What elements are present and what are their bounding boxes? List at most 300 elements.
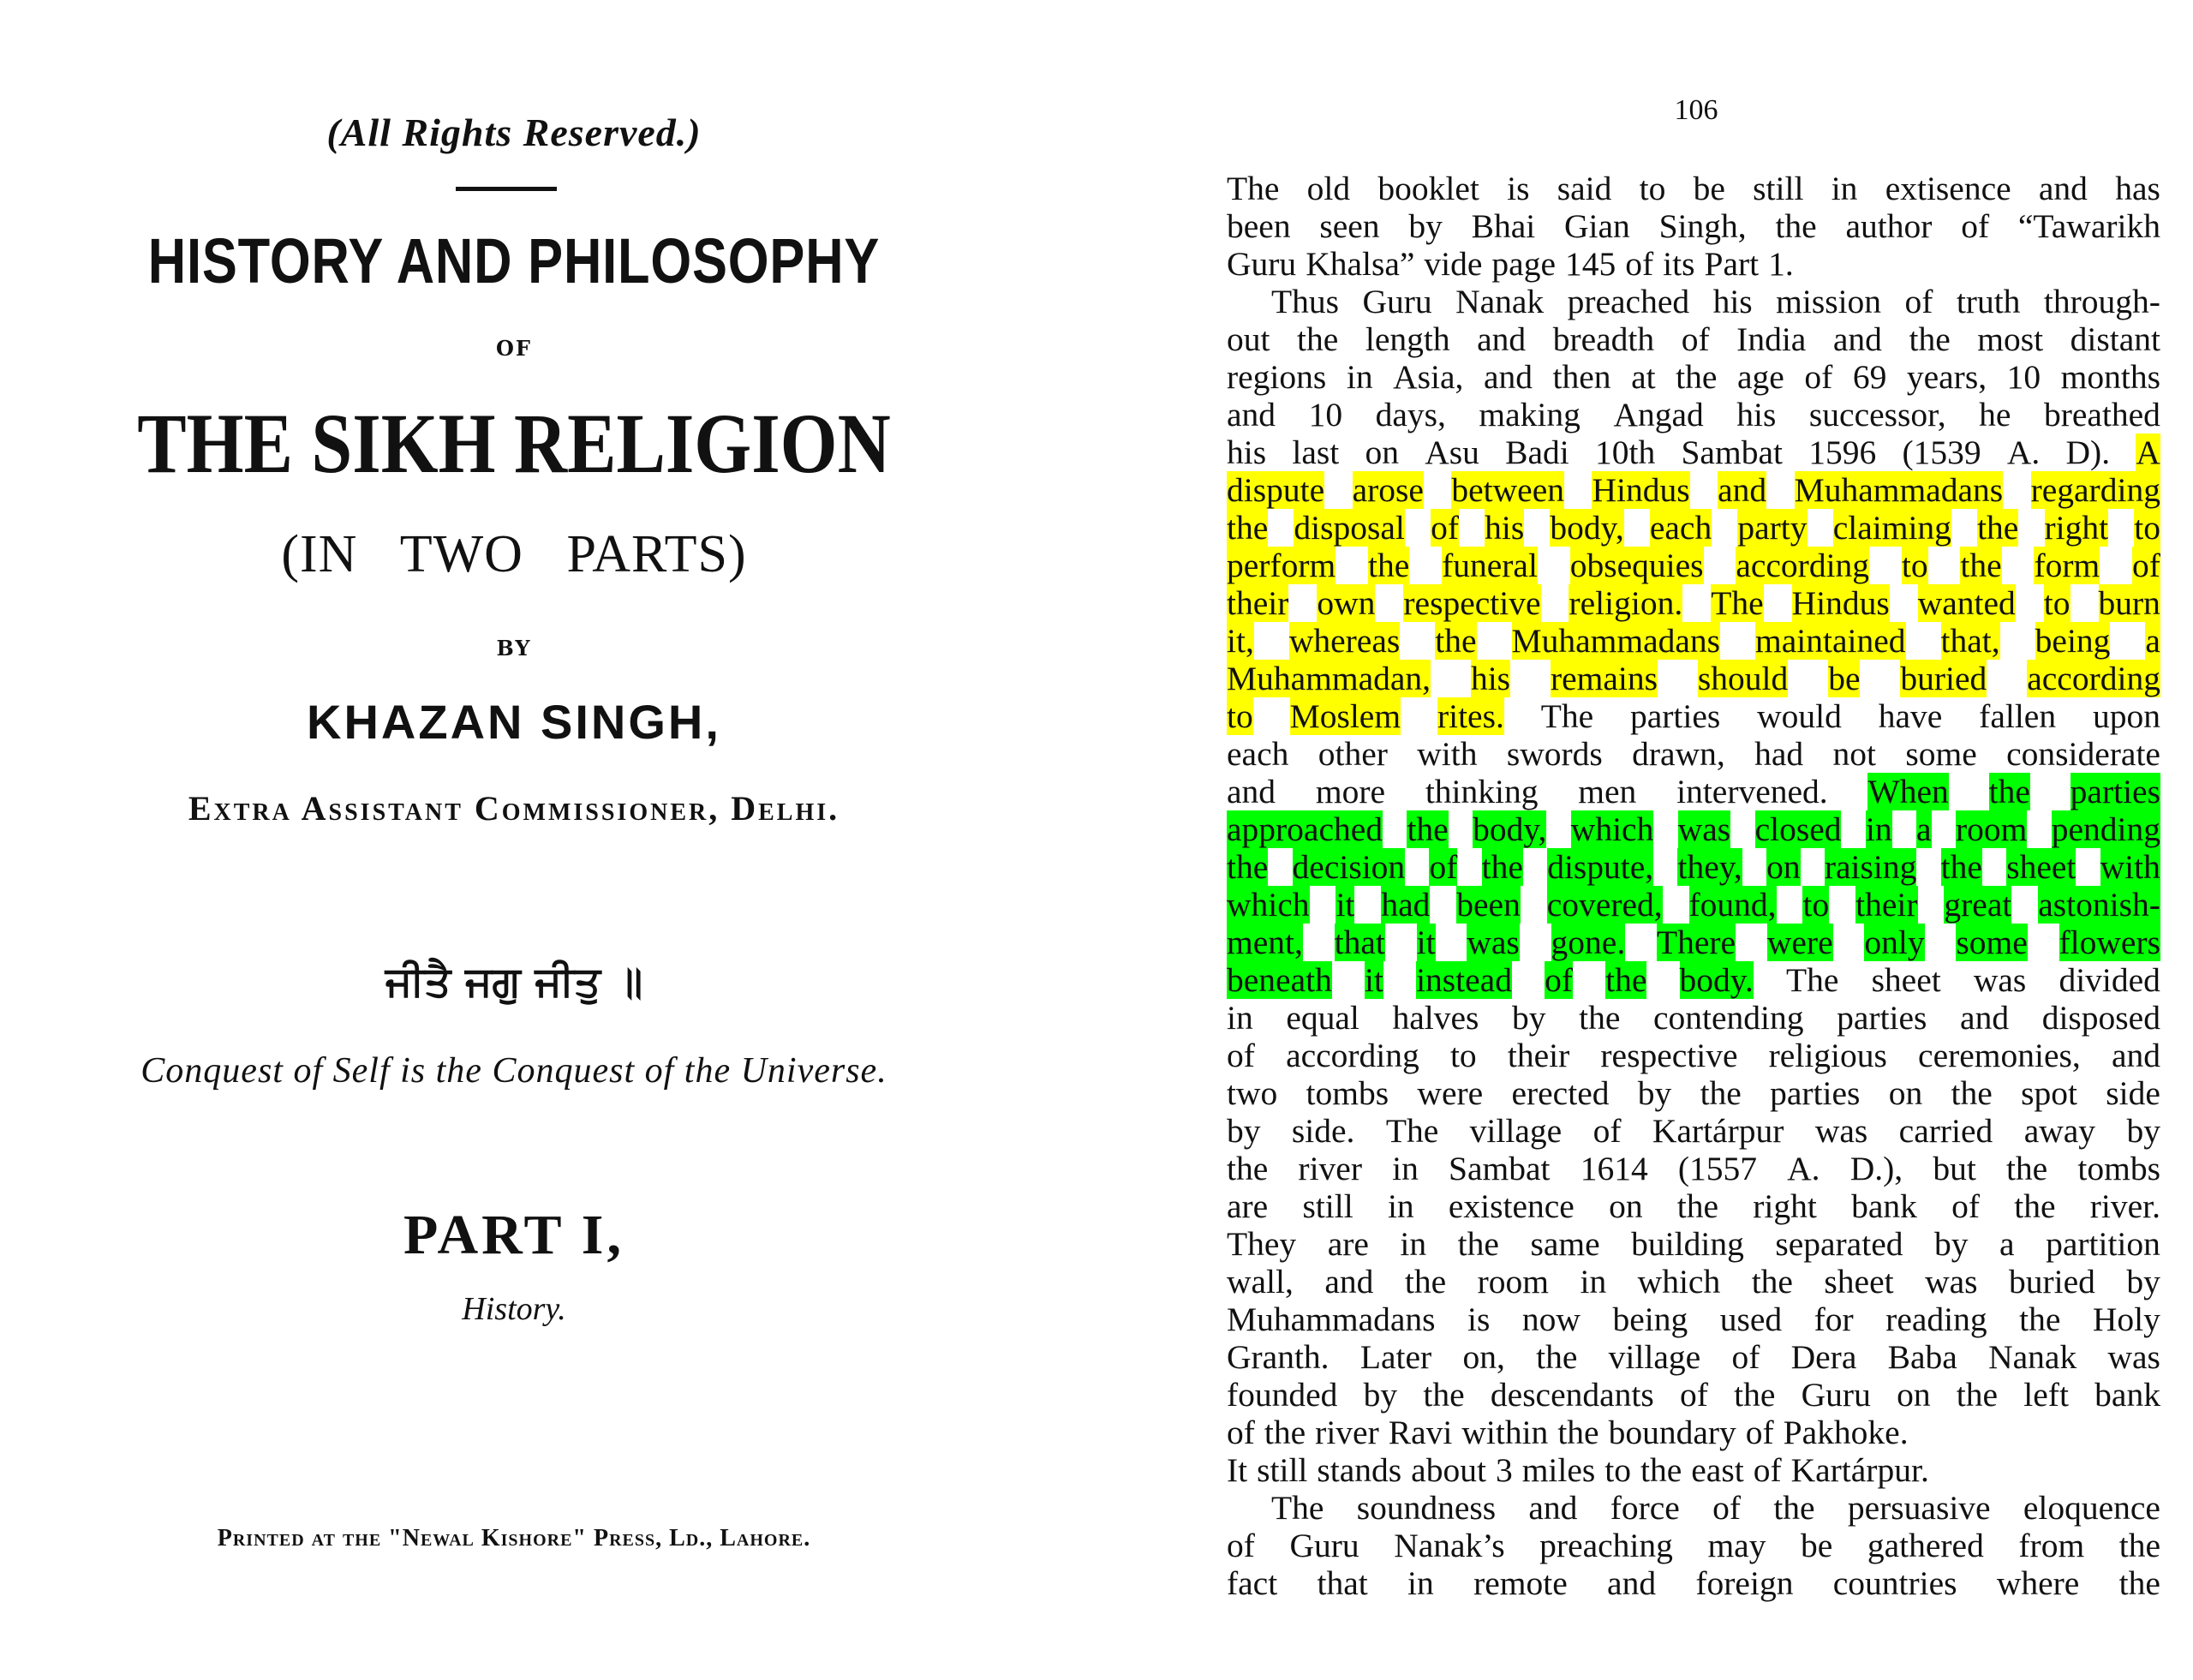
text-line — [1227, 509, 2160, 547]
highlighted-word: which — [1227, 886, 1310, 924]
word: through- — [2043, 283, 2160, 320]
highlighted-word: the — [1605, 961, 1647, 999]
word: most — [1977, 320, 2044, 358]
word: thinking — [1425, 773, 1539, 810]
rights-notice: (All Rights Reserved.) — [326, 111, 702, 154]
word: Guru — [1362, 283, 1432, 320]
word: Asia, — [1393, 358, 1464, 396]
highlighted-word: Hindus — [1592, 471, 1690, 509]
highlighted-word: remains — [1550, 660, 1658, 697]
by-label: BY — [496, 636, 532, 661]
highlighted-word: whereas — [1288, 622, 1401, 660]
word: Ravi — [1388, 1414, 1453, 1451]
word: were — [1417, 1074, 1484, 1112]
word: in — [1346, 358, 1373, 396]
highlighted-word: body, — [1550, 509, 1624, 547]
word: the — [2005, 1150, 2048, 1187]
word: he — [1979, 396, 2011, 433]
highlighted-word: found, — [1688, 886, 1777, 924]
word: by — [1637, 1074, 1672, 1112]
highlighted-word: in — [1865, 810, 1892, 848]
word: that — [1317, 1564, 1368, 1602]
text-line — [1227, 735, 2160, 773]
highlighted-word: party — [1737, 509, 1808, 547]
highlighted-word: Muhammadans — [1511, 622, 1721, 660]
text-line — [1227, 660, 2160, 697]
word: and — [1477, 320, 1527, 358]
highlighted-word: to — [2134, 509, 2160, 547]
word: of — [1227, 1037, 1255, 1074]
word: ceremonies, — [1918, 1037, 2081, 1074]
highlighted-word: were — [1766, 924, 1833, 961]
word: river — [1315, 1414, 1379, 1451]
highlighted-word: decision — [1292, 848, 1406, 886]
word: successor, — [1808, 396, 1946, 433]
highlighted-word: with — [2100, 848, 2160, 886]
word: still — [1753, 170, 1804, 207]
word: Kartárpur. — [1790, 1451, 1929, 1489]
text-line — [1227, 1338, 2160, 1376]
word: of — [1227, 1527, 1255, 1564]
word: would — [1757, 697, 1842, 735]
word: and — [1227, 773, 1276, 810]
word: a — [1999, 1225, 2015, 1263]
word: be — [1801, 1527, 1833, 1564]
highlighted-word: only — [1864, 924, 1925, 961]
word: the — [2118, 1527, 2160, 1564]
text-line — [1227, 1150, 2160, 1187]
word: of — [1625, 245, 1654, 283]
word: Dera — [1790, 1338, 1857, 1376]
word: village — [1469, 1112, 1563, 1150]
text-line — [1227, 1187, 2160, 1225]
word: on — [1897, 1376, 1931, 1414]
highlighted-word: regarding — [2030, 471, 2160, 509]
word: of — [1745, 1414, 1774, 1451]
word: miles — [1521, 1451, 1596, 1489]
word: was — [1973, 961, 2027, 999]
word: building — [1631, 1225, 1744, 1263]
highlighted-word: raising — [1824, 848, 1917, 886]
highlighted-word: a — [2145, 622, 2160, 660]
highlighted-word: each — [1649, 509, 1712, 547]
text-line — [1227, 283, 2160, 320]
word: The — [1540, 697, 1594, 735]
word: equal — [1286, 999, 1359, 1037]
word: the — [1951, 1074, 1993, 1112]
word: the — [1909, 320, 1951, 358]
word: India — [1736, 320, 1807, 358]
word: on, — [1462, 1338, 1505, 1376]
word: the — [1297, 320, 1339, 358]
word: same — [1530, 1225, 1600, 1263]
highlighted-word: parties — [2070, 773, 2160, 810]
text-line — [1227, 1263, 2160, 1300]
highlighted-word: his — [1470, 660, 1511, 697]
word: eloquence — [2023, 1489, 2160, 1527]
text-line — [1227, 1527, 2160, 1564]
highlighted-word: the — [1407, 810, 1449, 848]
word: of — [1592, 1112, 1622, 1150]
word: Kartárpur — [1652, 1112, 1784, 1150]
gurmukhi-motto: ਜੀਤੈ ਜਗੁ ਜੀਤੁ ॥ — [385, 958, 643, 1006]
divider-rule — [456, 187, 557, 191]
word: and — [2111, 1037, 2160, 1074]
highlighted-word: religion. — [1569, 584, 1683, 622]
word: vide — [1424, 245, 1483, 283]
word: last — [1292, 433, 1340, 471]
word: remote — [1473, 1564, 1568, 1602]
word: the — [1773, 1489, 1815, 1527]
word: A. — [2006, 433, 2041, 471]
word: sheet — [1871, 961, 1941, 999]
word: by — [1363, 1376, 1398, 1414]
word: his — [1712, 283, 1753, 320]
highlighted-word: sheet — [2006, 848, 2076, 886]
word: in — [1400, 1225, 1427, 1263]
highlighted-word: the — [1227, 509, 1269, 547]
word: within — [1461, 1414, 1549, 1451]
word: founded — [1227, 1376, 1338, 1414]
word: page — [1491, 245, 1556, 283]
word: the — [1751, 1263, 1793, 1300]
word: out — [1227, 320, 1270, 358]
highlighted-word: to — [1802, 886, 1830, 924]
word: are — [1227, 1187, 1269, 1225]
word: force — [1610, 1489, 1680, 1527]
highlighted-word: The — [1711, 584, 1764, 622]
word: months — [2060, 358, 2160, 396]
highlighted-word: it — [1364, 961, 1383, 999]
highlighted-word: room — [1955, 810, 2028, 848]
word: Nanak — [1455, 283, 1545, 320]
text-line — [1227, 207, 2160, 245]
word: Guru — [1801, 1376, 1871, 1414]
word: the — [1734, 1376, 1776, 1414]
word: 10th — [1594, 433, 1656, 471]
word: in — [1392, 1150, 1419, 1187]
text-line — [1227, 471, 2160, 509]
word: 1614 — [1580, 1150, 1648, 1187]
word: east — [1691, 1451, 1744, 1489]
word: still — [1302, 1187, 1353, 1225]
highlighted-word: instead — [1416, 961, 1512, 999]
highlighted-word: closed — [1754, 810, 1842, 848]
word: its — [1663, 245, 1695, 283]
highlighted-word: the — [1940, 848, 1982, 886]
highlighted-word: the — [1960, 547, 2002, 584]
word: seen — [1319, 207, 1380, 245]
highlighted-word: was — [1467, 924, 1520, 961]
word: considerate — [2006, 735, 2160, 773]
word: to — [1639, 170, 1666, 207]
highlighted-word: ment, — [1227, 924, 1303, 961]
text-line — [1227, 810, 2160, 848]
text-line — [1227, 320, 2160, 358]
highlighted-word: it — [1336, 886, 1355, 924]
word: The — [1385, 1112, 1439, 1150]
word: and — [1227, 396, 1276, 433]
word: and — [1832, 320, 1882, 358]
author-name: KHAZAN SINGH, — [307, 695, 721, 749]
word: respective — [1600, 1037, 1738, 1074]
word: on — [1888, 1074, 1923, 1112]
word: parties — [1629, 697, 1721, 735]
highlighted-word: obsequies — [1569, 547, 1704, 584]
word: extisence — [1885, 170, 2011, 207]
text-line — [1227, 1300, 2160, 1338]
text-line — [1227, 1564, 2160, 1602]
highlighted-word: to — [2043, 584, 2071, 622]
word: preached — [1567, 283, 1690, 320]
word: The — [1271, 1489, 1324, 1527]
highlighted-word: and — [1718, 471, 1767, 509]
highlighted-word: the — [1368, 547, 1410, 584]
word: and — [1483, 358, 1533, 396]
english-motto: Conquest of Self is the Conquest of the Universe. — [140, 1051, 887, 1091]
highlighted-word: wanted — [1917, 584, 2016, 622]
highlighted-word: Muhammadan, — [1227, 660, 1431, 697]
word: the — [2118, 1564, 2160, 1602]
word: have — [1878, 697, 1943, 735]
text-line — [1227, 1451, 2160, 1489]
word: The — [1786, 961, 1839, 999]
word: Pakhoke. — [1783, 1414, 1909, 1451]
word: but — [1933, 1150, 1976, 1187]
word: away — [2023, 1112, 2096, 1150]
word: the — [1457, 1225, 1499, 1263]
word: on — [1609, 1187, 1643, 1225]
highlighted-word: according — [1736, 547, 1870, 584]
word: which — [1637, 1263, 1721, 1300]
word: age — [1736, 358, 1784, 396]
word: D.), — [1849, 1150, 1903, 1187]
word: 10 — [1308, 396, 1343, 433]
word: by — [1408, 207, 1443, 245]
word: river. — [2089, 1187, 2160, 1225]
word: intervened. — [1676, 773, 1828, 810]
word: soundness — [1356, 1489, 1497, 1527]
highlighted-word: When — [1867, 773, 1949, 810]
text-line — [1227, 622, 2160, 660]
word: years, — [1906, 358, 1987, 396]
highlighted-word: rites. — [1437, 697, 1504, 735]
word: and — [1528, 1489, 1578, 1527]
highlighted-word: his — [1485, 509, 1525, 547]
word: of — [1681, 320, 1710, 358]
word: the — [1676, 358, 1718, 396]
highlighted-word: Muhammadans — [1794, 471, 2004, 509]
word: of — [1961, 207, 1990, 245]
word: the — [1227, 1150, 1269, 1187]
word: 1596 — [1808, 433, 1877, 471]
word: the — [1676, 1187, 1719, 1225]
word: said — [1557, 170, 1612, 207]
word: 145 — [1565, 245, 1616, 283]
word: of — [1804, 358, 1833, 396]
word: drawn, — [1632, 735, 1725, 773]
word: by — [1934, 1225, 1969, 1263]
word: their — [1507, 1037, 1570, 1074]
text-line — [1227, 358, 2160, 396]
word: of — [1227, 1414, 1255, 1451]
highlighted-word: disposal — [1294, 509, 1405, 547]
word: old — [1306, 170, 1351, 207]
highlighted-word: was — [1677, 810, 1731, 848]
word: was — [1925, 1263, 1978, 1300]
word: Nanak’s — [1394, 1527, 1505, 1564]
highlighted-word: astonish- — [2038, 886, 2160, 924]
text-line — [1227, 1225, 2160, 1263]
word: on — [1365, 433, 1399, 471]
word: for — [1814, 1300, 1854, 1338]
word: and — [1607, 1564, 1657, 1602]
text-line — [1227, 697, 2160, 735]
word: A. — [1787, 1150, 1820, 1187]
text-line — [1227, 1414, 2160, 1451]
word: “Tawarikh — [2017, 207, 2160, 245]
part-heading: PART I, — [403, 1204, 624, 1266]
highlighted-word: of — [2132, 547, 2160, 584]
word: spot — [2021, 1074, 2077, 1112]
word: breathed — [2043, 396, 2160, 433]
word: the — [1640, 1451, 1682, 1489]
highlighted-word: it — [1416, 924, 1436, 961]
word: by — [2126, 1112, 2160, 1150]
word: the — [1404, 1263, 1447, 1300]
text-line — [1227, 886, 2160, 924]
word: his — [1736, 396, 1777, 433]
highlighted-word: A — [2136, 433, 2160, 471]
word: erected — [1511, 1074, 1610, 1112]
word: Part — [1704, 245, 1760, 283]
word: with — [1417, 735, 1478, 773]
word: the — [2019, 1300, 2061, 1338]
word: of — [1904, 283, 1933, 320]
text-line — [1227, 961, 2160, 999]
word: had — [1754, 735, 1804, 773]
word: Singh, — [1658, 207, 1747, 245]
highlighted-word: of — [1431, 509, 1459, 547]
word: are — [1327, 1225, 1369, 1263]
word: the — [1775, 207, 1817, 245]
word: fact — [1227, 1564, 1278, 1602]
word: contending — [1653, 999, 1804, 1037]
word: bank — [1851, 1187, 1917, 1225]
word: Asu — [1425, 433, 1479, 471]
word: in — [1580, 1263, 1607, 1300]
word: at — [1631, 358, 1656, 396]
highlighted-word: been — [1456, 886, 1521, 924]
word: distant — [2070, 320, 2160, 358]
word: divided — [2059, 961, 2160, 999]
highlighted-word: which — [1570, 810, 1654, 848]
word: 1. — [1768, 245, 1794, 283]
word: Muhammadans — [1227, 1300, 1436, 1338]
word: 3 — [1495, 1451, 1513, 1489]
highlighted-word: respective — [1403, 584, 1541, 622]
highlighted-word: the — [1227, 848, 1269, 886]
word: mission — [1776, 283, 1882, 320]
word: from — [2018, 1527, 2085, 1564]
word: persuasive — [1847, 1489, 1991, 1527]
highlighted-word: approached — [1227, 810, 1383, 848]
text-line — [1227, 433, 2160, 471]
word: 10 — [2006, 358, 2041, 396]
word: halves — [1392, 999, 1479, 1037]
word: the — [1956, 1376, 1999, 1414]
word: stands — [1317, 1451, 1402, 1489]
text-line — [1227, 170, 2160, 207]
highlighted-word: dispute, — [1547, 848, 1654, 886]
word: sheet — [1824, 1263, 1894, 1300]
word: his — [1227, 433, 1267, 471]
highlighted-word: maintained — [1755, 622, 1906, 660]
word: boundary — [1608, 1414, 1736, 1451]
text-line — [1227, 584, 2160, 622]
book-title: HISTORY AND PHILOSOPHY — [147, 225, 881, 296]
highlighted-word: a — [1916, 810, 1932, 848]
word: Thus — [1271, 283, 1339, 320]
highlighted-word: between — [1451, 471, 1564, 509]
word: then — [1552, 358, 1611, 396]
highlighted-word: to — [1901, 547, 1928, 584]
word: river — [1298, 1150, 1362, 1187]
word: regions — [1227, 358, 1327, 396]
word: each — [1227, 735, 1289, 773]
highlighted-word: being — [2035, 622, 2111, 660]
word: was — [2107, 1338, 2160, 1376]
word: Baba — [1887, 1338, 1957, 1376]
highlighted-word: right — [2044, 509, 2109, 547]
text-line — [1227, 1074, 2160, 1112]
highlighted-word: gone. — [1551, 924, 1626, 961]
word: where — [1996, 1564, 2080, 1602]
book-subject: THE SIKH RELIGION — [137, 396, 891, 491]
word: and — [1960, 999, 2010, 1037]
word: and — [2038, 170, 2088, 207]
word: gathered — [1867, 1527, 1984, 1564]
highlighted-word: perform — [1227, 547, 1336, 584]
highlighted-word: dispute — [1227, 471, 1325, 509]
word: left — [2023, 1376, 2069, 1414]
word: preaching — [1539, 1527, 1673, 1564]
word: (1557 — [1677, 1150, 1757, 1187]
highlighted-word: the — [1977, 509, 2019, 547]
highlighted-word: be — [1828, 660, 1861, 697]
highlighted-word: according — [2027, 660, 2160, 697]
word: of — [1680, 1376, 1708, 1414]
text-line — [1227, 924, 2160, 961]
word: more — [1315, 773, 1386, 810]
text-line — [1227, 547, 2160, 584]
word: bank — [2094, 1376, 2160, 1414]
word: Angad — [1613, 396, 1704, 433]
word: Bhai — [1471, 207, 1536, 245]
word: now — [1521, 1300, 1581, 1338]
word: Holy — [2092, 1300, 2160, 1338]
highlighted-word: flowers — [2059, 924, 2160, 961]
word: other — [1318, 735, 1388, 773]
word: Granth. — [1227, 1338, 1330, 1376]
highlighted-word: beneath — [1227, 961, 1332, 999]
word: D). — [2065, 433, 2111, 471]
word: some — [1905, 735, 1977, 773]
word: be — [1693, 170, 1725, 207]
text-line — [1227, 1112, 2160, 1150]
highlighted-word: great — [1944, 886, 2012, 924]
word: parties — [1837, 999, 1927, 1037]
